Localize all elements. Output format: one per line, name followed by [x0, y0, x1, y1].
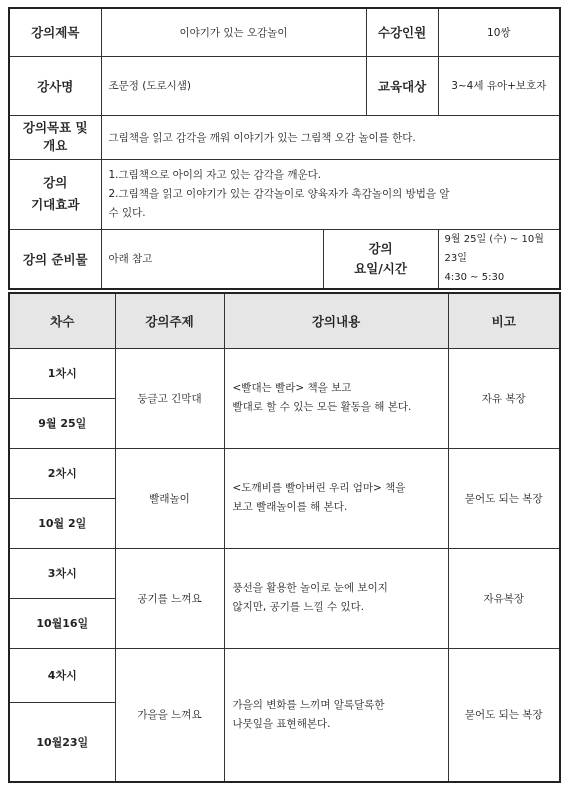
info-row-effect	[9, 159, 560, 229]
goal-value: 그림책을 읽고 감각을 깨워 이야기가 있는 그림책 오감 놀이를 한다.	[101, 115, 560, 159]
session-date: 10월23일	[9, 702, 115, 782]
goal-label-line-2: 개요	[43, 138, 68, 153]
effect-line-3: 수 있다.	[108, 206, 146, 219]
day-value-line-2: 4:30 ~ 5:30	[444, 272, 505, 284]
schedule-table	[8, 292, 561, 783]
table-row	[9, 448, 560, 498]
content-line-2: 빨대로 할 수 있는 모든 활동을 해 본다.	[232, 401, 412, 413]
session-content	[224, 348, 448, 448]
session-number: 4차시	[9, 648, 115, 702]
course-info-table	[8, 7, 561, 290]
session-note: 묻어도 되는 복장	[448, 448, 560, 548]
header-note: 비고	[448, 293, 560, 348]
effect-line-2: 2.그림책을 읽고 이야기가 있는 감각놀이로 양육자가 촉감놀이의 방법을 알	[108, 187, 450, 200]
target-value: 3~4세 유아+보호자	[438, 56, 560, 115]
session-topic: 가을을 느껴요	[115, 648, 224, 782]
content-line-2: 보고 빨래놀이를 해 본다.	[232, 501, 348, 513]
effect-line-1: 1.그림책으로 아이의 자고 있는 감각을 깨운다.	[108, 168, 322, 181]
goal-label-line-1: 강의목표 및	[22, 120, 88, 135]
info-row-instructor	[9, 56, 560, 115]
instructor-value: 조문정 (도로시샘)	[101, 56, 366, 115]
day-label	[323, 229, 438, 289]
effect-label-line-2: 기대효과	[31, 197, 80, 212]
session-date: 10월 2일	[9, 498, 115, 548]
prep-value: 아래 참고	[101, 229, 323, 289]
session-date: 9월 25일	[9, 398, 115, 448]
day-value-line-1: 9월 25일 (수) ~ 10월 23일	[444, 234, 544, 265]
table-row	[9, 648, 560, 702]
day-label-line-1: 강의	[368, 240, 393, 256]
session-topic: 공기를 느껴요	[115, 548, 224, 648]
goal-label	[9, 115, 101, 159]
session-number: 3차시	[9, 548, 115, 598]
info-row-title	[9, 8, 560, 56]
session-note: 묻어도 되는 복장	[448, 648, 560, 782]
course-title-label: 강의제목	[9, 8, 101, 56]
course-title-value: 이야기가 있는 오감놀이	[101, 8, 366, 56]
content-line-1: 가을의 변화를 느끼며 알록달록한	[232, 698, 385, 711]
info-row-prep	[9, 229, 560, 289]
session-content	[224, 448, 448, 548]
content-line-1: <빨대는 빨라> 책을 보고	[232, 382, 352, 394]
session-topic: 둥글고 긴막대	[115, 348, 224, 448]
capacity-value: 10쌍	[438, 8, 560, 56]
header-content: 강의내용	[224, 293, 448, 348]
table-row	[9, 348, 560, 398]
content-line-2: 나뭇잎을 표현해본다.	[232, 717, 331, 730]
day-value	[438, 229, 560, 289]
day-label-line-2: 요일/시간	[354, 260, 407, 276]
capacity-label: 수강인원	[366, 8, 438, 56]
header-session: 차수	[9, 293, 115, 348]
info-row-goal	[9, 115, 560, 159]
prep-label: 강의 준비물	[9, 229, 101, 289]
table-row	[9, 548, 560, 598]
effect-label	[9, 159, 101, 229]
session-date: 10월16일	[9, 598, 115, 648]
effect-value	[101, 159, 560, 229]
session-note: 자유 복장	[448, 348, 560, 448]
content-line-2: 않지만, 공기를 느낄 수 있다.	[232, 601, 365, 613]
content-line-1: <도깨비를 빨아버린 우리 엄마> 책을	[232, 482, 406, 494]
header-topic: 강의주제	[115, 293, 224, 348]
session-number: 1차시	[9, 348, 115, 398]
session-number: 2차시	[9, 448, 115, 498]
session-content	[224, 648, 448, 782]
target-label: 교육대상	[366, 56, 438, 115]
session-note: 자유복장	[448, 548, 560, 648]
effect-label-line-1: 강의	[43, 175, 68, 190]
session-content	[224, 548, 448, 648]
schedule-header-row	[9, 293, 560, 348]
session-topic: 빨래놀이	[115, 448, 224, 548]
content-line-1: 풍선을 활용한 놀이로 눈에 보이지	[232, 582, 388, 594]
instructor-label: 강사명	[9, 56, 101, 115]
